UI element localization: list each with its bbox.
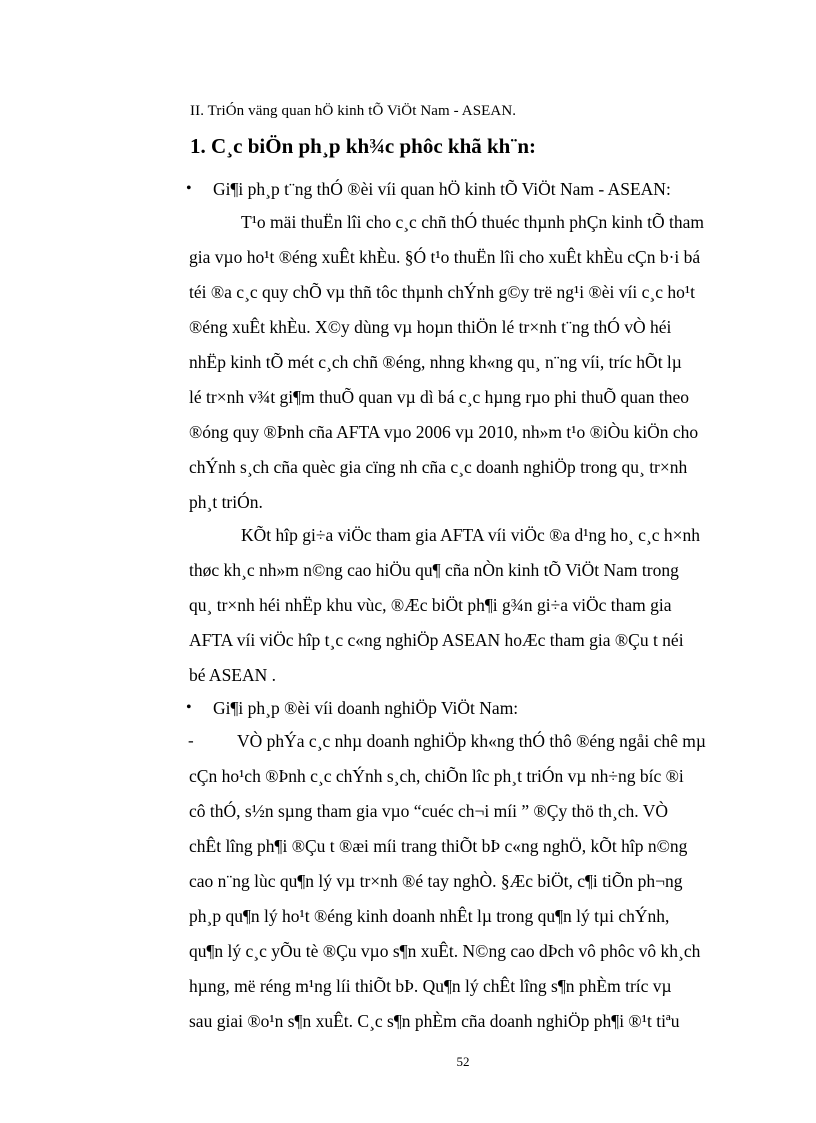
paragraph-line: cô thÓ, s½n sµng tham gia vµo “cuéc ch¬i míi ” ®Çy thö th¸ch. VÒ — [189, 801, 668, 821]
paragraph-line: cÇn ho¹ch ®Þnh c¸c chÝnh s¸ch, chiÕn lîc ph¸t triÓn vµ nh÷ng bíc ®i — [189, 766, 684, 786]
paragraph-line: chÊt lîng ph¶i ®Çu t ®æi míi trang thiÕt bÞ c«ng nghÖ, kÕt hîp n©ng — [189, 836, 688, 856]
paragraph-line: gia vµo ho¹t ®éng xuÊt khÈu. §Ó t¹o thuËn lîi cho xuÊt khÈu cÇn b·i bá — [189, 247, 701, 267]
paragraph-line: T¹o mäi thuËn lîi cho c¸c chñ thÓ thuéc thµnh phÇn kinh tÕ tham — [241, 212, 704, 232]
bullet-item-2: Gi¶i ph¸p ®èi víi doanh nghiÖp ViÖt Nam: — [213, 698, 519, 718]
paragraph-line: qu¶n lý c¸c yÕu tè ®Çu vµo s¶n xuÊt. N©ng cao dÞch vô phôc vô kh¸ch — [189, 941, 701, 961]
paragraph-line: chÝnh s¸ch cña quèc gia cïng nh cña c¸c doanh nghiÖp trong qu¸ tr×nh — [189, 457, 688, 477]
paragraph-line: nhËp kinh tÕ mét c¸ch chñ ®éng, nhng kh«ng qu¸ n¨ng víi, tríc hÕt lµ — [189, 352, 682, 372]
paragraph-line: ®óng quy ®Þnh cña AFTA vµo 2006 vµ 2010, nh»m t¹o ®iÒu kiÖn cho — [189, 422, 699, 442]
paragraph-line: AFTA víi viÖc hîp t¸c c«ng nghiÖp ASEAN hoÆc tham gia ®Çu t néi — [189, 630, 684, 650]
paragraph-line: téi ®a c¸c quy chÕ vµ thñ tôc thµnh chÝnh g©y trë ng¹i ®èi víi c¸c ho¹t — [189, 282, 695, 302]
paragraph-line: ph¸t triÓn. — [189, 492, 263, 512]
bullet-icon: • — [186, 180, 192, 197]
section-heading: II. TriÓn väng quan hÖ kinh tÕ ViÖt Nam - ASEAN. — [190, 103, 517, 119]
paragraph-line: ®éng xuÊt khÈu. X©y dùng vµ hoµn thiÖn lé tr×nh t¨ng thÓ vÒ héi — [189, 317, 672, 337]
paragraph-line: cao n¨ng lùc qu¶n lý vµ tr×nh ®é tay nghÒ. §Æc biÖt, c¶i tiÕn ph¬ng — [189, 871, 683, 891]
paragraph-line: ph¸p qu¶n lý ho¹t ®éng kinh doanh nhÊt lµ trong qu¶n lý tµi chÝnh, — [189, 906, 670, 926]
paragraph-line: lé tr×nh v¾t gi¶m thuÕ quan vµ dì bá c¸c hµng rµo phi thuÕ quan theo — [189, 387, 690, 407]
paragraph-line: thøc kh¸c nh»m n©ng cao hiÖu qu¶ cña nÒn kinh tÕ ViÖt Nam trong — [189, 560, 679, 580]
bullet-icon: • — [186, 699, 192, 716]
paragraph-line: VÒ phÝa c¸c nhµ doanh nghiÖp kh«ng thÓ thô ®éng ngåi chê mµ — [237, 731, 706, 751]
page-number: 52 — [456, 1054, 470, 1069]
bullet-item-1: Gi¶i ph¸p t¨ng thÓ ®èi víi quan hÖ kinh tÕ ViÖt Nam - ASEAN: — [213, 179, 671, 199]
heading-title: 1. C¸c biÖn ph¸p kh¾c phôc khã kh¨n: — [190, 134, 537, 158]
paragraph-line: qu¸ tr×nh héi nhËp khu vùc, ®Æc biÖt ph¶i g¾n gi÷a viÖc tham gia — [189, 595, 672, 615]
paragraph-line: hµng, më réng m¹ng líi thiÕt bÞ. Qu¶n lý chÊt lîng s¶n phÈm tríc vµ — [189, 976, 672, 996]
dash-marker: - — [188, 731, 194, 750]
paragraph-line: bé ASEAN . — [189, 665, 277, 685]
paragraph-line: sau giai ®o¹n s¶n xuÊt. C¸c s¶n phÈm cña doanh nghiÖp ph¶i ®¹t tiªu — [189, 1011, 680, 1031]
paragraph-line: KÕt hîp gi÷a viÖc tham gia AFTA víi viÖc ®a d¹ng ho¸ c¸c h×nh — [241, 525, 700, 545]
